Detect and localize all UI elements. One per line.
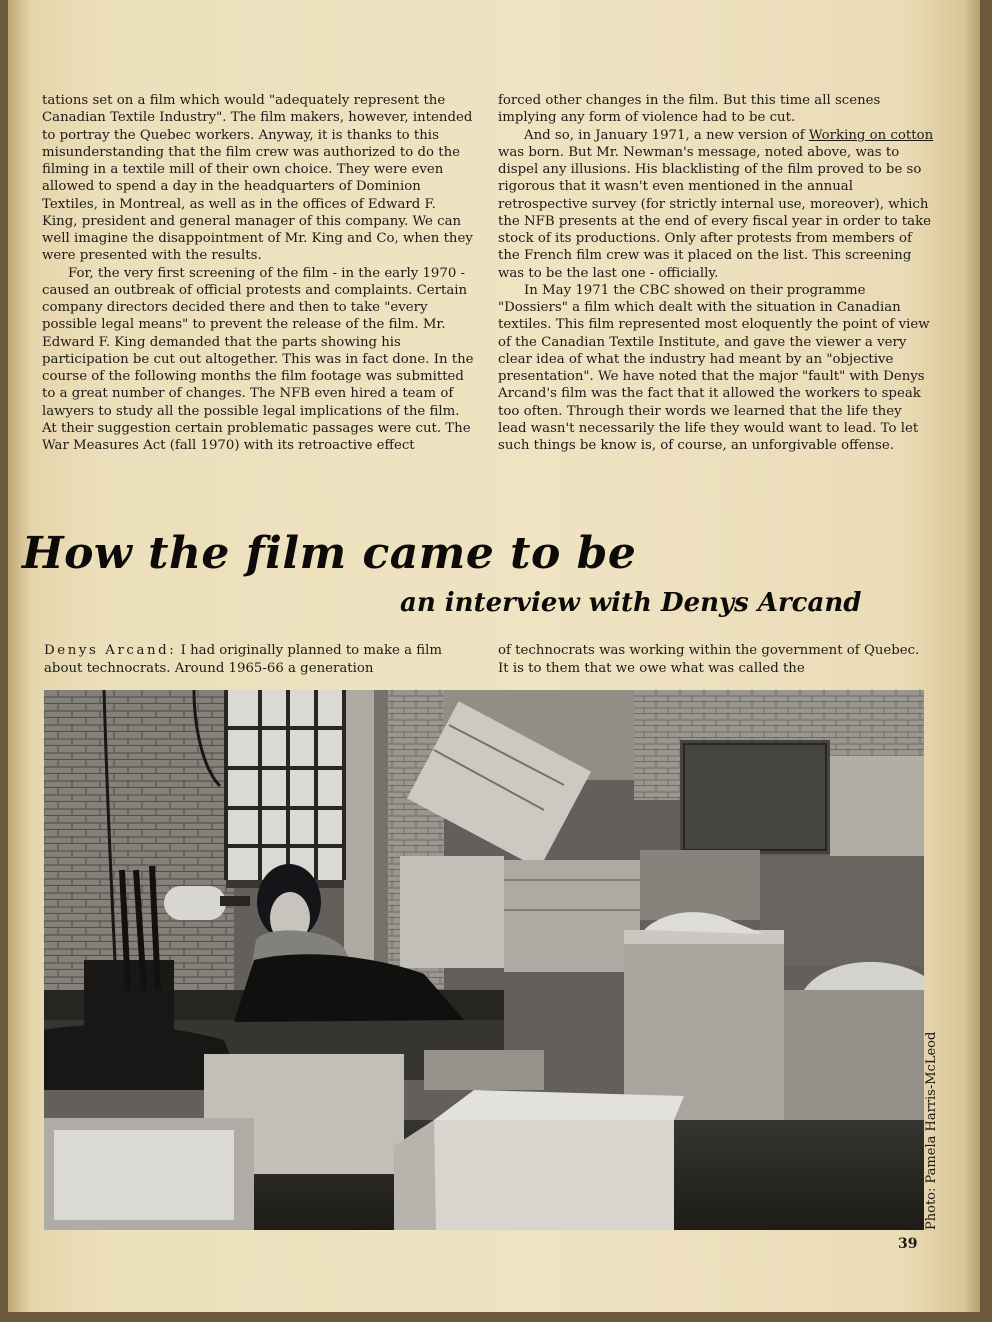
factory-photo — [44, 690, 924, 1230]
headline: How the film came to be — [22, 528, 637, 579]
article-paragraph — [498, 127, 934, 282]
article-column-right — [498, 92, 934, 454]
paragraph-text: was born. But Mr. Newman's message, noted above, was to dispel any illusions. His blacklisting of the film proved to be so rigorous that it wasn't even mentioned in the annual retrospective survey (for strictly internal use, moreover), which the NFB presents at the end of every fiscal year in order to take stock of its productions. Only after protests from members of the French film crew was it placed on the list. This screening was to be the last one - officially. — [498, 144, 931, 281]
article-paragraph: tations set on a film which would "adequately represent the Canadian Textile Industry". The film makers, however, intended to portray the Quebec workers. Anyway, it is thanks to this misunderstanding that the film crew was authorized to do the filming in a textile mill of their own choice. They were even allowed to spend a day in the headquarters of Dominion Textiles, in Montreal, as well as in the offices of Edward F. King, president and general manager of this company. We can well imagine the disappointment of Mr. King and Co, when they were presented with the results. — [42, 93, 473, 264]
article-paragraph: forced other changes in the film. But this time all scenes implying any form of violence had to be cut. — [498, 93, 881, 126]
article-column-left — [42, 92, 474, 454]
paragraph-text: And so, in January 1971, a new version of — [524, 127, 809, 143]
page-number: 39 — [898, 1236, 918, 1252]
film-title: Working on cotton — [808, 127, 934, 143]
photo-credit: Photo: Pamela Harris-McLeod — [924, 1031, 939, 1230]
magazine-page — [8, 0, 980, 1312]
textile-mill-photo-illustration — [44, 690, 924, 1230]
speaker-label: Denys Arcand: — [44, 643, 177, 658]
subheadline: an interview with Denys Arcand — [400, 588, 862, 618]
article-paragraph: For, the very first screening of the film - in the early 1970 - caused an outbreak of official protests and complaints. Certain company directors decided there and then to take "every possible legal means" to prevent the release of the film. Mr. Edward F. King demanded that the parts showing his participation be cut out altogether. This was in fact done. In the course of the following months the film footage was submitted to a great number of changes. The NFB even hired a team of lawyers to study all the possible legal implications of the film. At their suggestion certain problematic passages were cut. The War Measures Act (fall 1970) with its retroactive effect — [42, 265, 474, 453]
interview-column-right: of technocrats was working within the government of Quebec. It is to them that we owe what was called the — [498, 643, 920, 676]
interview-text: I had originally planned to make a film about technocrats. Around 1965-66 a generation — [44, 643, 442, 676]
article-paragraph: In May 1971 the CBC showed on their programme "Dossiers" a film which dealt with the situation in Canadian textiles. This film represented most eloquently the point of view of the Canadian Textile Institute, and gave the viewer a very clear idea of what the industry had meant by an "objective presentation". We have noted that the major "fault" with Denys Arcand's film was the fact that it allowed the workers to speak too often. Through their words we learned that the life they lead wasn't necessarily the life they would want to lead. To let such things be know is, of course, an unforgivable offense. — [498, 282, 930, 453]
interview-column-left — [44, 642, 474, 678]
